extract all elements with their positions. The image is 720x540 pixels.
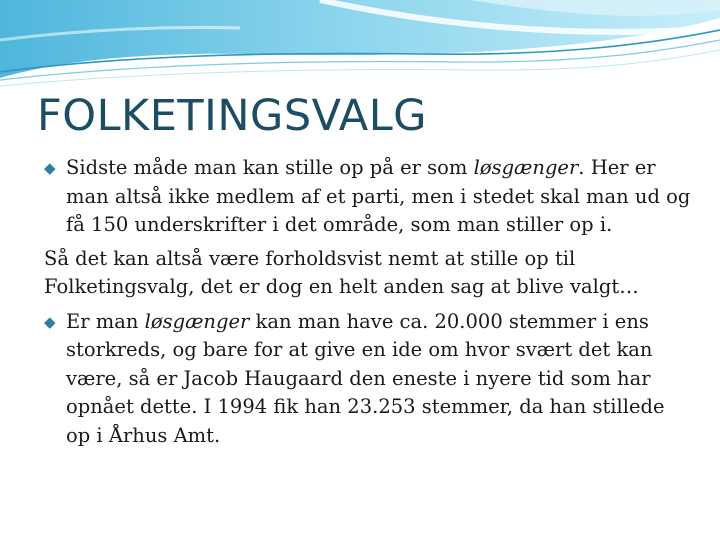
bullet-icon: ◆ <box>44 312 56 331</box>
paragraph-votes-needed <box>44 308 694 451</box>
emphasis-term: løsgænger <box>144 309 250 333</box>
paragraph-text: Er man <box>66 309 145 333</box>
paragraph-text: kan man have ca. 20.000 stemmer i ens storkreds, og bare for at give en ide om hvor svært det kan være, så er Jacob Haugaard den eneste i nyere tid som har opnået dette. I 1994 fik han 23.253 stemmer, da han stillede op i Århus Amt. <box>66 309 665 447</box>
paragraph-text: Så det kan altså være forholdsvist nemt at stille op til Folketingsvalg, det er dog en helt anden sag at blive valgt… <box>44 246 639 298</box>
emphasis-term: løsgænger <box>473 156 579 179</box>
paragraph-text: . Her er man altså ikke medlem af et parti, men i stedet skal man ud og få 150 underskrifter i det område, som man stiller op i. <box>66 156 691 236</box>
slide-title: FOLKETINGSVALG <box>37 91 427 141</box>
paragraph-text: Sidste måde man kan stille op på er som <box>66 156 474 179</box>
slide-body <box>44 154 694 455</box>
paragraph-summary <box>44 245 694 302</box>
header-wave-decoration <box>0 0 720 90</box>
bullet-icon: ◆ <box>44 159 56 177</box>
paragraph-loesgaenger-intro <box>44 154 694 240</box>
